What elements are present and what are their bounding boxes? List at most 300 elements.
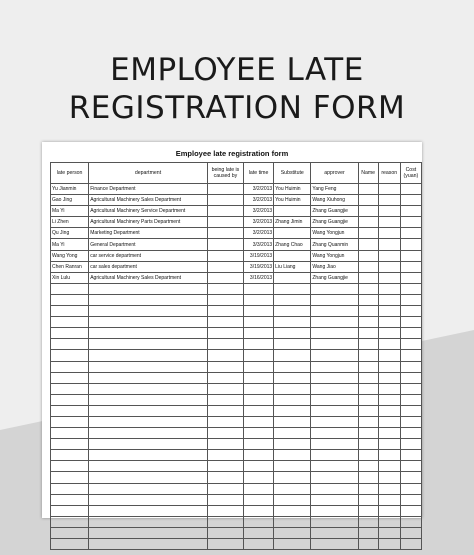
table-cell[interactable]	[358, 450, 378, 461]
table-cell[interactable]	[207, 372, 243, 383]
table-cell[interactable]	[311, 394, 358, 405]
table-cell[interactable]: Wang Jiao	[311, 261, 358, 272]
table-cell[interactable]	[378, 483, 400, 494]
table-cell[interactable]	[51, 539, 89, 550]
table-cell[interactable]: Ma Yi	[51, 239, 89, 250]
table-cell[interactable]	[244, 405, 274, 416]
table-cell[interactable]	[311, 483, 358, 494]
table-cell[interactable]: 3/2/2013	[244, 217, 274, 228]
table-cell[interactable]: Wang Yong	[51, 250, 89, 261]
table-cell[interactable]	[358, 217, 378, 228]
table-cell[interactable]	[51, 505, 89, 516]
table-cell[interactable]	[378, 206, 400, 217]
table-cell[interactable]	[207, 339, 243, 350]
table-cell[interactable]	[311, 472, 358, 483]
table-cell[interactable]	[274, 283, 311, 294]
table-cell[interactable]	[311, 494, 358, 505]
table-cell[interactable]	[358, 394, 378, 405]
table-cell[interactable]	[207, 494, 243, 505]
table-cell[interactable]: Zhang Quanmin	[311, 239, 358, 250]
table-cell[interactable]	[311, 539, 358, 550]
table-cell[interactable]	[311, 416, 358, 427]
table-cell[interactable]	[89, 483, 208, 494]
table-cell[interactable]	[51, 350, 89, 361]
table-cell[interactable]	[311, 516, 358, 527]
table-cell[interactable]	[358, 195, 378, 206]
table-cell[interactable]	[358, 339, 378, 350]
table-cell[interactable]	[207, 272, 243, 283]
table-cell[interactable]	[358, 539, 378, 550]
table-cell[interactable]	[311, 339, 358, 350]
table-cell[interactable]	[51, 483, 89, 494]
table-cell[interactable]: You Huimin	[274, 184, 311, 195]
table-cell[interactable]	[274, 272, 311, 283]
table-cell[interactable]: Li Zhen	[51, 217, 89, 228]
table-cell[interactable]	[378, 350, 400, 361]
table-cell[interactable]	[89, 306, 208, 317]
table-cell[interactable]	[51, 317, 89, 328]
table-cell[interactable]	[400, 494, 421, 505]
table-cell[interactable]	[358, 272, 378, 283]
table-cell[interactable]: Qu Jing	[51, 228, 89, 239]
table-cell[interactable]	[378, 394, 400, 405]
table-cell[interactable]	[274, 228, 311, 239]
table-cell[interactable]	[378, 527, 400, 538]
table-cell[interactable]	[207, 428, 243, 439]
table-cell[interactable]	[358, 306, 378, 317]
table-cell[interactable]	[378, 539, 400, 550]
table-cell[interactable]	[378, 516, 400, 527]
table-cell[interactable]	[51, 494, 89, 505]
table-cell[interactable]	[358, 250, 378, 261]
table-cell[interactable]	[358, 527, 378, 538]
table-cell[interactable]	[358, 361, 378, 372]
table-cell[interactable]	[89, 383, 208, 394]
table-cell[interactable]	[378, 195, 400, 206]
table-cell[interactable]	[207, 383, 243, 394]
table-cell[interactable]	[51, 428, 89, 439]
table-cell[interactable]	[274, 306, 311, 317]
table-cell[interactable]	[274, 428, 311, 439]
table-cell[interactable]	[400, 383, 421, 394]
table-cell[interactable]	[244, 328, 274, 339]
table-cell[interactable]	[207, 405, 243, 416]
table-cell[interactable]	[400, 372, 421, 383]
table-cell[interactable]	[358, 461, 378, 472]
table-cell[interactable]: car sales department	[89, 261, 208, 272]
table-cell[interactable]	[400, 328, 421, 339]
table-cell[interactable]: Liu Liang	[274, 261, 311, 272]
table-cell[interactable]	[378, 317, 400, 328]
table-cell[interactable]	[51, 461, 89, 472]
table-cell[interactable]	[51, 516, 89, 527]
table-cell[interactable]	[358, 439, 378, 450]
table-cell[interactable]	[51, 306, 89, 317]
table-cell[interactable]: Yang Feng	[311, 184, 358, 195]
table-cell[interactable]	[378, 228, 400, 239]
column-header: being late is caused by	[207, 163, 243, 184]
table-cell[interactable]	[89, 372, 208, 383]
table-cell[interactable]	[378, 272, 400, 283]
table-cell[interactable]	[207, 184, 243, 195]
table-cell[interactable]	[311, 306, 358, 317]
table-cell[interactable]	[311, 505, 358, 516]
table-cell[interactable]	[274, 383, 311, 394]
table-cell[interactable]	[400, 516, 421, 527]
table-cell[interactable]	[51, 294, 89, 305]
table-cell[interactable]: 3/2/2013	[244, 228, 274, 239]
table-cell[interactable]	[89, 494, 208, 505]
table-cell[interactable]	[244, 483, 274, 494]
table-cell[interactable]	[400, 394, 421, 405]
table-cell[interactable]	[311, 405, 358, 416]
table-cell[interactable]: Agricultural Machinery Parts Department	[89, 217, 208, 228]
table-cell[interactable]	[274, 505, 311, 516]
table-cell[interactable]	[378, 494, 400, 505]
table-cell[interactable]	[274, 472, 311, 483]
table-cell[interactable]	[400, 317, 421, 328]
table-cell[interactable]	[274, 450, 311, 461]
table-cell[interactable]	[274, 539, 311, 550]
table-cell[interactable]	[311, 294, 358, 305]
table-cell[interactable]	[244, 283, 274, 294]
table-cell[interactable]: Wang Yongjun	[311, 250, 358, 261]
table-cell[interactable]	[378, 405, 400, 416]
table-cell[interactable]	[207, 294, 243, 305]
table-cell[interactable]	[358, 239, 378, 250]
table-cell[interactable]	[51, 383, 89, 394]
table-cell[interactable]	[274, 250, 311, 261]
table-cell[interactable]	[400, 195, 421, 206]
table-cell[interactable]	[311, 450, 358, 461]
table-cell[interactable]	[378, 217, 400, 228]
table-cell[interactable]	[311, 461, 358, 472]
table-cell[interactable]	[51, 283, 89, 294]
table-cell[interactable]	[311, 317, 358, 328]
table-cell[interactable]	[378, 428, 400, 439]
table-cell[interactable]	[358, 350, 378, 361]
table-cell[interactable]	[400, 283, 421, 294]
table-cell[interactable]	[358, 505, 378, 516]
table-cell[interactable]	[89, 405, 208, 416]
table-cell[interactable]	[207, 328, 243, 339]
table-cell[interactable]	[207, 516, 243, 527]
table-cell[interactable]	[89, 294, 208, 305]
table-cell[interactable]	[89, 394, 208, 405]
table-row	[51, 261, 422, 272]
table-cell[interactable]: 3/2/2013	[244, 195, 274, 206]
table-cell[interactable]	[378, 328, 400, 339]
table-cell[interactable]: 3/19/2013	[244, 261, 274, 272]
table-cell[interactable]	[400, 505, 421, 516]
table-cell[interactable]	[358, 206, 378, 217]
table-cell[interactable]	[244, 339, 274, 350]
table-cell[interactable]	[207, 261, 243, 272]
table-cell[interactable]	[358, 405, 378, 416]
table-cell[interactable]	[358, 383, 378, 394]
table-cell[interactable]	[400, 405, 421, 416]
table-cell[interactable]	[89, 439, 208, 450]
table-cell[interactable]: Zhang Guangjie	[311, 217, 358, 228]
table-cell[interactable]	[358, 261, 378, 272]
table-cell[interactable]	[400, 294, 421, 305]
table-cell[interactable]	[378, 261, 400, 272]
table-cell[interactable]	[311, 283, 358, 294]
table-cell[interactable]	[51, 339, 89, 350]
table-cell[interactable]	[244, 494, 274, 505]
table-cell[interactable]	[311, 328, 358, 339]
table-cell[interactable]	[207, 539, 243, 550]
table-cell[interactable]	[400, 450, 421, 461]
table-cell[interactable]	[244, 394, 274, 405]
table-cell[interactable]	[244, 539, 274, 550]
table-cell[interactable]: Agricultural Machinery Sales Department	[89, 272, 208, 283]
table-cell[interactable]: Agricultural Machinery Sales Department	[89, 195, 208, 206]
table-cell[interactable]	[244, 516, 274, 527]
table-cell[interactable]	[274, 394, 311, 405]
table-cell[interactable]	[358, 483, 378, 494]
table-cell[interactable]	[378, 361, 400, 372]
table-cell[interactable]: Marketing Department	[89, 228, 208, 239]
table-cell[interactable]	[89, 317, 208, 328]
table-cell[interactable]	[207, 206, 243, 217]
table-cell[interactable]: 3/3/2013	[244, 239, 274, 250]
table-cell[interactable]	[244, 472, 274, 483]
table-cell[interactable]	[51, 450, 89, 461]
table-cell[interactable]	[274, 339, 311, 350]
table-cell[interactable]	[358, 516, 378, 527]
table-cell[interactable]	[378, 294, 400, 305]
table-cell[interactable]	[89, 283, 208, 294]
table-cell[interactable]	[207, 217, 243, 228]
table-cell[interactable]	[244, 416, 274, 427]
table-cell[interactable]	[400, 306, 421, 317]
table-cell[interactable]	[274, 416, 311, 427]
table-cell[interactable]	[207, 195, 243, 206]
table-cell[interactable]	[244, 306, 274, 317]
table-cell[interactable]	[89, 516, 208, 527]
table-cell[interactable]	[274, 294, 311, 305]
table-cell[interactable]	[274, 405, 311, 416]
table-cell[interactable]: Ma Yi	[51, 206, 89, 217]
table-cell[interactable]	[378, 306, 400, 317]
table-cell[interactable]	[89, 428, 208, 439]
table-cell[interactable]	[378, 339, 400, 350]
table-cell[interactable]	[89, 539, 208, 550]
table-cell[interactable]	[51, 328, 89, 339]
table-cell[interactable]	[311, 361, 358, 372]
table-cell[interactable]	[244, 439, 274, 450]
table-cell[interactable]	[207, 483, 243, 494]
table-cell[interactable]: Yu Jianmin	[51, 184, 89, 195]
table-cell[interactable]	[274, 494, 311, 505]
table-cell[interactable]	[207, 450, 243, 461]
table-cell[interactable]	[274, 328, 311, 339]
table-cell[interactable]	[311, 527, 358, 538]
table-cell[interactable]	[358, 294, 378, 305]
table-cell[interactable]	[244, 383, 274, 394]
table-cell[interactable]	[400, 184, 421, 195]
table-cell[interactable]	[378, 505, 400, 516]
table-cell[interactable]: Agricultural Machinery Service Department	[89, 206, 208, 217]
table-cell[interactable]	[400, 350, 421, 361]
table-cell[interactable]: 3/19/2013	[244, 250, 274, 261]
table-cell[interactable]	[400, 539, 421, 550]
table-cell[interactable]	[51, 439, 89, 450]
table-cell[interactable]: You Huimin	[274, 195, 311, 206]
table-cell[interactable]	[244, 350, 274, 361]
table-cell[interactable]	[358, 472, 378, 483]
table-cell[interactable]	[207, 250, 243, 261]
table-cell[interactable]	[89, 350, 208, 361]
table-cell[interactable]	[89, 450, 208, 461]
table-cell[interactable]: General Department	[89, 239, 208, 250]
table-cell[interactable]	[274, 483, 311, 494]
table-cell[interactable]	[400, 439, 421, 450]
table-cell[interactable]	[358, 494, 378, 505]
table-cell[interactable]	[89, 328, 208, 339]
table-cell[interactable]	[358, 372, 378, 383]
table-cell[interactable]: Chen Ranran	[51, 261, 89, 272]
table-cell[interactable]	[244, 527, 274, 538]
table-cell[interactable]	[378, 184, 400, 195]
table-cell[interactable]	[400, 250, 421, 261]
table-cell[interactable]	[311, 383, 358, 394]
table-cell[interactable]	[274, 372, 311, 383]
table-cell[interactable]	[274, 206, 311, 217]
table-cell[interactable]	[400, 228, 421, 239]
table-cell[interactable]	[358, 428, 378, 439]
table-cell[interactable]	[400, 239, 421, 250]
table-cell[interactable]	[400, 472, 421, 483]
table-cell[interactable]	[89, 461, 208, 472]
table-cell[interactable]	[274, 516, 311, 527]
table-cell[interactable]	[244, 450, 274, 461]
table-cell[interactable]	[244, 294, 274, 305]
table-cell[interactable]	[311, 439, 358, 450]
table-cell[interactable]	[207, 361, 243, 372]
table-cell[interactable]: Xin Lulu	[51, 272, 89, 283]
table-cell[interactable]	[400, 416, 421, 427]
table-cell[interactable]	[89, 472, 208, 483]
table-cell[interactable]	[207, 527, 243, 538]
table-cell[interactable]	[274, 361, 311, 372]
table-cell[interactable]	[358, 416, 378, 427]
table-cell[interactable]: Gao Jing	[51, 195, 89, 206]
table-cell[interactable]	[311, 372, 358, 383]
table-cell[interactable]	[89, 361, 208, 372]
table-cell[interactable]	[274, 350, 311, 361]
table-cell[interactable]	[400, 461, 421, 472]
table-cell[interactable]: Zhang Chao	[274, 239, 311, 250]
table-cell[interactable]	[51, 405, 89, 416]
table-cell[interactable]	[378, 250, 400, 261]
table-cell[interactable]	[51, 361, 89, 372]
table-cell[interactable]	[89, 339, 208, 350]
table-cell[interactable]	[358, 228, 378, 239]
table-cell[interactable]	[400, 483, 421, 494]
table-cell[interactable]	[400, 261, 421, 272]
table-cell[interactable]	[89, 416, 208, 427]
table-cell[interactable]	[400, 428, 421, 439]
table-cell[interactable]	[274, 439, 311, 450]
table-cell[interactable]	[378, 372, 400, 383]
table-cell[interactable]	[378, 239, 400, 250]
table-cell[interactable]	[378, 472, 400, 483]
table-cell[interactable]	[207, 239, 243, 250]
table-cell[interactable]	[51, 416, 89, 427]
table-cell[interactable]	[207, 505, 243, 516]
table-cell[interactable]	[244, 317, 274, 328]
table-cell[interactable]	[358, 317, 378, 328]
table-cell[interactable]	[244, 428, 274, 439]
table-cell[interactable]	[274, 317, 311, 328]
table-cell[interactable]	[51, 372, 89, 383]
table-cell[interactable]	[400, 206, 421, 217]
table-cell[interactable]	[400, 217, 421, 228]
table-cell[interactable]	[207, 317, 243, 328]
table-cell[interactable]	[400, 272, 421, 283]
table-cell[interactable]: Zhang Guangjie	[311, 272, 358, 283]
table-cell[interactable]	[51, 527, 89, 538]
table-cell[interactable]	[207, 416, 243, 427]
table-cell[interactable]	[378, 383, 400, 394]
table-cell[interactable]	[207, 439, 243, 450]
table-cell[interactable]	[207, 472, 243, 483]
table-cell[interactable]	[89, 527, 208, 538]
table-cell[interactable]	[378, 439, 400, 450]
table-row	[51, 217, 422, 228]
table-cell[interactable]	[378, 416, 400, 427]
table-cell[interactable]	[378, 461, 400, 472]
table-cell[interactable]	[51, 394, 89, 405]
table-cell[interactable]	[274, 527, 311, 538]
table-cell[interactable]: Zhang Guangjie	[311, 206, 358, 217]
table-cell[interactable]	[244, 361, 274, 372]
table-cell[interactable]	[207, 283, 243, 294]
table-cell[interactable]	[51, 472, 89, 483]
table-cell[interactable]	[400, 361, 421, 372]
table-cell[interactable]: Finance Department	[89, 184, 208, 195]
table-cell[interactable]	[244, 461, 274, 472]
table-cell[interactable]	[358, 184, 378, 195]
table-cell[interactable]	[378, 450, 400, 461]
table-cell[interactable]: Wang Yongjun	[311, 228, 358, 239]
table-cell[interactable]	[274, 461, 311, 472]
table-cell[interactable]	[207, 394, 243, 405]
table-cell[interactable]	[358, 328, 378, 339]
table-cell[interactable]	[207, 306, 243, 317]
table-cell[interactable]	[400, 527, 421, 538]
table-cell[interactable]	[244, 505, 274, 516]
table-cell[interactable]	[207, 350, 243, 361]
table-cell[interactable]: 3/2/2013	[244, 206, 274, 217]
table-cell[interactable]	[358, 283, 378, 294]
table-cell[interactable]	[207, 228, 243, 239]
table-cell[interactable]	[311, 428, 358, 439]
table-cell[interactable]	[378, 283, 400, 294]
table-cell[interactable]: 3/16/2013	[244, 272, 274, 283]
table-cell[interactable]	[400, 339, 421, 350]
table-cell[interactable]: 3/2/2013	[244, 184, 274, 195]
table-cell[interactable]: car service department	[89, 250, 208, 261]
table-cell[interactable]	[311, 350, 358, 361]
table-cell[interactable]	[89, 505, 208, 516]
table-cell[interactable]: Wang Xiuhong	[311, 195, 358, 206]
table-cell[interactable]	[244, 372, 274, 383]
table-cell[interactable]: Zhang Jimin	[274, 217, 311, 228]
table-cell[interactable]	[207, 461, 243, 472]
